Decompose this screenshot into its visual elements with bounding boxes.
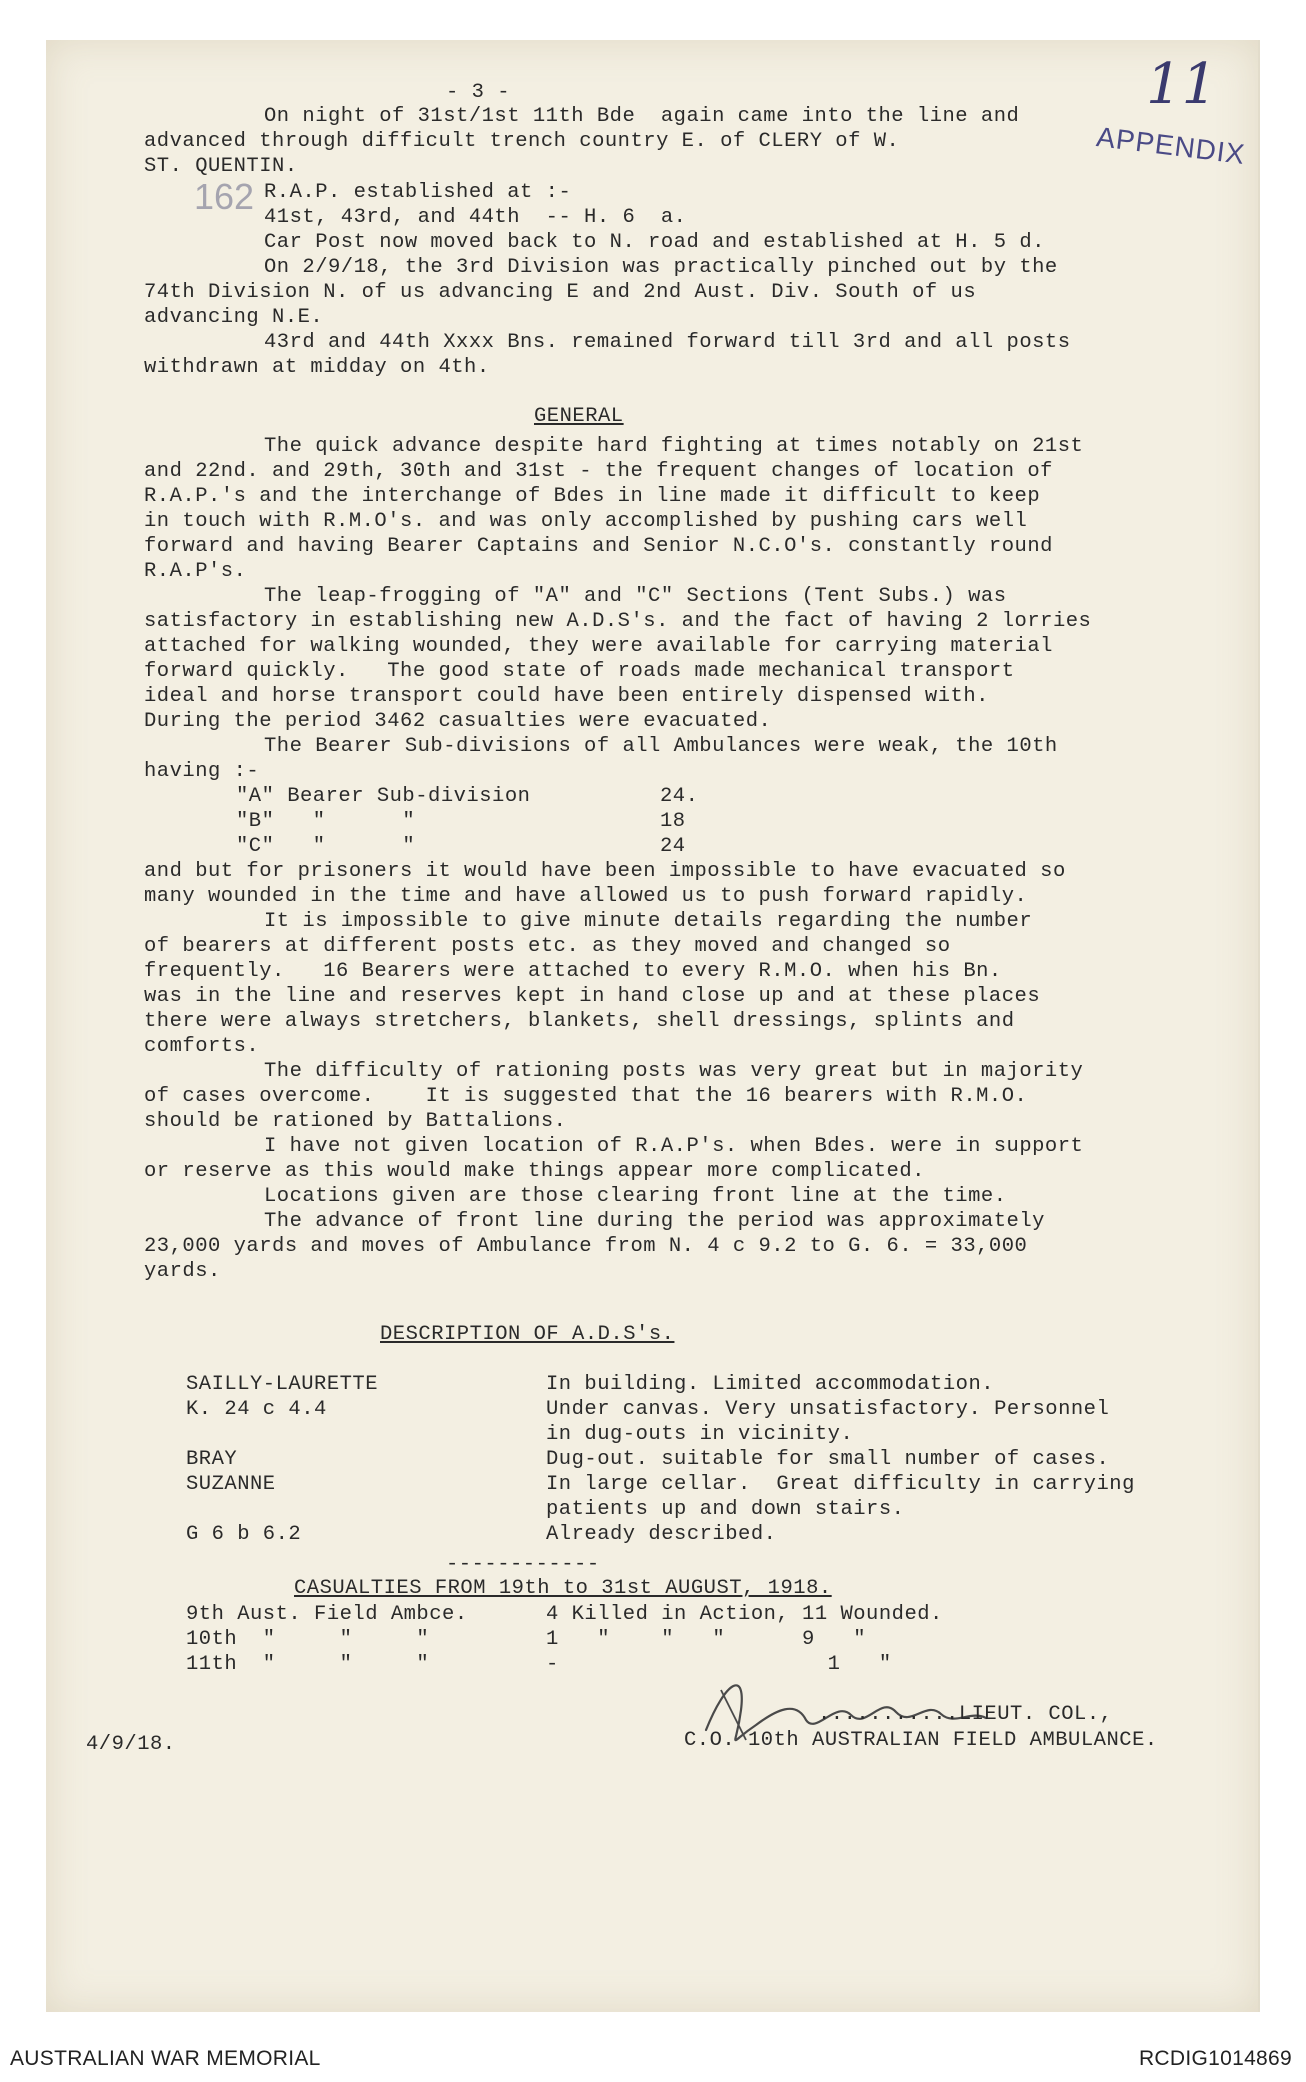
general-line: many wounded in the time and have allowed us to push forward rapidly. <box>144 885 1028 908</box>
general-line: The leap-frogging of "A" and "C" Sections (Tent Subs.) was <box>264 585 1007 608</box>
section-heading-general: GENERAL <box>534 405 624 428</box>
general-line: of cases overcome. It is suggested that the 16 bearers with R.M.O. <box>144 1085 1028 1108</box>
ads-desc: In building. Limited accommodation. <box>546 1373 995 1396</box>
separator-line: ------------ <box>446 1553 600 1576</box>
signatory-unit: C.O. 10th AUSTRALIAN FIELD AMBULANCE. <box>684 1729 1158 1752</box>
general-line: The advance of front line during the period was approximately <box>264 1210 1045 1233</box>
bearer-label: "A" Bearer Sub-division <box>236 785 531 808</box>
general-line: forward and having Bearer Captains and Senior N.C.O's. constantly round <box>144 535 1053 558</box>
ads-desc: in dug-outs in vicinity. <box>546 1423 854 1446</box>
general-line: satisfactory in establishing new A.D.S's. and the fact of having 2 lorries <box>144 610 1092 633</box>
general-line: having :- <box>144 760 260 783</box>
body-line: advanced through difficult trench country E. of CLERY of W. <box>144 130 900 153</box>
body-line: Car Post now moved back to N. road and established at H. 5 d. <box>264 231 1045 254</box>
casualty-unit: 9th Aust. Field Ambce. <box>186 1603 468 1626</box>
general-line: should be rationed by Battalions. <box>144 1110 567 1133</box>
page-number: - 3 - <box>446 81 511 104</box>
body-line: On night of 31st/1st 11th Bde again came into the line and <box>264 105 1020 128</box>
ads-desc: Under canvas. Very unsatisfactory. Personnel <box>546 1398 1110 1421</box>
ads-place: G 6 b 6.2 <box>186 1523 302 1546</box>
casualty-values: 1 " " " 9 " <box>546 1628 867 1651</box>
ads-desc: Dug-out. suitable for small number of cases. <box>546 1448 1110 1471</box>
section-heading-ads: DESCRIPTION OF A.D.S's. <box>380 1323 675 1346</box>
ads-place: K. 24 c 4.4 <box>186 1398 327 1421</box>
document-date: 4/9/18. <box>86 1733 176 1756</box>
ads-place: BRAY <box>186 1448 238 1471</box>
general-line: During the period 3462 casualties were evacuated. <box>144 710 772 733</box>
general-line: yards. <box>144 1260 221 1283</box>
bearer-count: 24 <box>660 835 686 858</box>
ads-desc: patients up and down stairs. <box>546 1498 905 1521</box>
general-line: The quick advance despite hard fighting at times notably on 21st <box>264 435 1084 458</box>
bearer-label: "C" " " <box>236 835 416 858</box>
ads-desc: In large cellar. Great difficulty in carrying <box>546 1473 1135 1496</box>
general-line: 23,000 yards and moves of Ambulance from N. 4 c 9.2 to G. 6. = 33,000 <box>144 1235 1028 1258</box>
body-line: 43rd and 44th Xxxx Bns. remained forward till 3rd and all posts <box>264 331 1071 354</box>
casualty-values: 4 Killed in Action, 11 Wounded. <box>546 1603 943 1626</box>
general-line: and 22nd. and 29th, 30th and 31st - the frequent changes of location of <box>144 460 1053 483</box>
general-line: and but for prisoners it would have been impossible to have evacuated so <box>144 860 1066 883</box>
general-line: comforts. <box>144 1035 260 1058</box>
general-line: of bearers at different posts etc. as they moved and changed so <box>144 935 951 958</box>
folio-number: 11 <box>1146 52 1218 117</box>
ads-desc: Already described. <box>546 1523 777 1546</box>
general-line: R.A.P.'s and the interchange of Bdes in line made it difficult to keep <box>144 485 1041 508</box>
general-line: R.A.P's. <box>144 560 247 583</box>
footer-archive-name: AUSTRALIAN WAR MEMORIAL <box>10 2047 321 2070</box>
general-line: frequently. 16 Bearers were attached to every R.M.O. when his Bn. <box>144 960 1002 983</box>
body-line: 41st, 43rd, and 44th -- H. 6 a. <box>264 206 687 229</box>
body-line: ST. QUENTIN. <box>144 155 298 178</box>
casualty-unit: 11th " " " <box>186 1653 430 1676</box>
general-line: I have not given location of R.A.P's. when Bdes. were in support <box>264 1135 1084 1158</box>
casualty-unit: 10th " " " <box>186 1628 430 1651</box>
appendix-stamp: APPENDIX <box>1094 121 1248 171</box>
body-line: withdrawn at midday on 4th. <box>144 356 490 379</box>
general-line: The difficulty of rationing posts was very great but in majority <box>264 1060 1084 1083</box>
ads-place: SUZANNE <box>186 1473 276 1496</box>
general-line: there were always stretchers, blankets, shell dressings, splints and <box>144 1010 1015 1033</box>
general-line: The Bearer Sub-divisions of all Ambulances were weak, the 10th <box>264 735 1058 758</box>
general-line: Locations given are those clearing front line at the time. <box>264 1185 1007 1208</box>
document-page <box>46 40 1260 2012</box>
bearer-count: 18 <box>660 810 686 833</box>
casualty-values: - 1 " <box>546 1653 892 1676</box>
general-line: It is impossible to give minute details regarding the number <box>264 910 1033 933</box>
body-line: advancing N.E. <box>144 306 324 329</box>
footer-record-id: RCDIG1014869 <box>1138 2047 1292 2070</box>
general-line: forward quickly. The good state of roads made mechanical transport <box>144 660 1015 683</box>
ads-place: SAILLY-LAURETTE <box>186 1373 379 1396</box>
general-line: was in the line and reserves kept in hand close up and at these places <box>144 985 1041 1008</box>
body-line: R.A.P. established at :- <box>264 181 572 204</box>
general-line: or reserve as this would make things appear more complicated. <box>144 1160 925 1183</box>
signatory-rank: ...........LIEUT. COL., <box>818 1703 1113 1726</box>
bearer-count: 24. <box>660 785 699 808</box>
bearer-label: "B" " " <box>236 810 416 833</box>
section-heading-casualties: CASUALTIES FROM 19th to 31st AUGUST, 1918. <box>294 1577 832 1600</box>
general-line: attached for walking wounded, they were available for carrying material <box>144 635 1053 658</box>
general-line: ideal and horse transport could have been entirely dispensed with. <box>144 685 989 708</box>
margin-number: 162 <box>194 176 255 217</box>
body-line: On 2/9/18, the 3rd Division was practically pinched out by the <box>264 256 1058 279</box>
body-line: 74th Division N. of us advancing E and 2nd Aust. Div. South of us <box>144 281 977 304</box>
general-line: in touch with R.M.O's. and was only accomplished by pushing cars well <box>144 510 1028 533</box>
